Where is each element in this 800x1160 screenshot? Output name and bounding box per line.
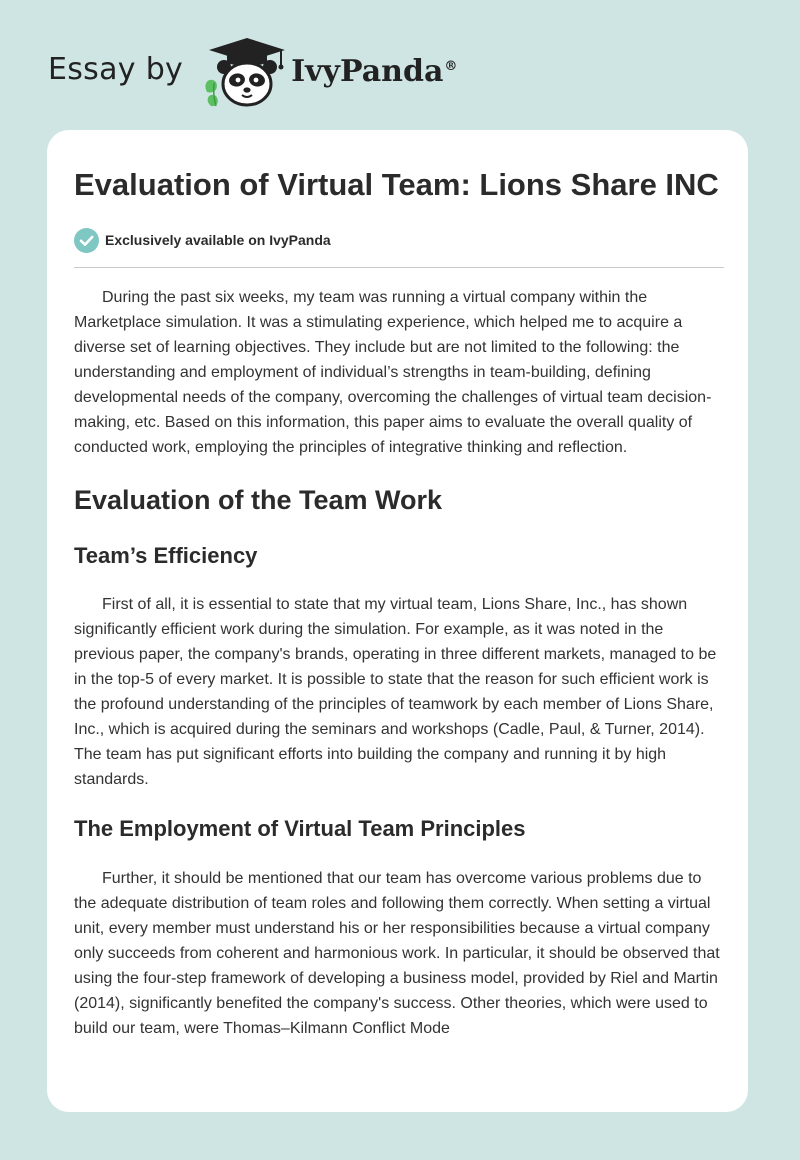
article-title: Evaluation of Virtual Team: Lions Share INC [74,167,719,202]
section-heading-evaluation: Evaluation of the Team Work [74,485,443,515]
subsection-heading-efficiency: Team’s Efficiency [74,543,258,568]
title-divider [74,267,724,268]
panda-logo-icon[interactable] [197,36,289,108]
intro-paragraph: During the past six weeks, my team was running a virtual company within the Marketplace simulation. It was a stimulating experience, which helped me to acquire a diverse set of learning objectives. They include but are not limited to the following: the understanding and employment of individual’s strengths in team-building, defining developmental needs of the company, overcoming the challenges of virtual team decision-making, etc. Based on this information, this paper aims to evaluate the overall quality of conducted work, employing the principles of integrative thinking and reflection. [74,289,712,456]
brand-prefix: Essay by [48,51,184,87]
exclusive-badge [74,227,724,253]
article-card [47,130,748,1112]
principles-paragraph: Further, it should be mentioned that our team has overcome various problems due to the adequate distribution of team roles and following them correctly. When setting a virtual unit, every member must understand his or her responsibilities because a virtual company only succeeds from coherent and harmonious work. In particular, it should be observed that using the four-step framework of developing a business model, provided by Riel and Martin (2014), significantly benefited the company's success. Other theories, which were used to build our team, were Thomas–Kilmann Conflict Mode [74,870,720,1037]
brand-header [48,36,457,108]
check-circle-icon [74,228,99,253]
efficiency-paragraph: First of all, it is essential to state that my virtual team, Lions Share, Inc., has shown significantly efficient work during the simulation. For example, as it was noted in the previous paper, the company's brands, operating in three different markets, managed to be in the top-5 of every market. It is possible to state that the reason for such efficient work is the profound understanding of the principles of teamwork by each member of Lions Share, Inc., which is acquired during the seminars and workshops (Cadle, Paul, & Turner, 2014). The team has put significant efforts into building the company and running it by high standards. [74,596,717,788]
article-content [74,164,724,1041]
registered-mark: ® [444,58,458,74]
subsection-heading-principles: The Employment of Virtual Team Principles [74,816,526,841]
exclusive-label: Exclusively available on IvyPanda [105,232,331,248]
brand-name[interactable]: IvyPanda® [291,53,458,89]
